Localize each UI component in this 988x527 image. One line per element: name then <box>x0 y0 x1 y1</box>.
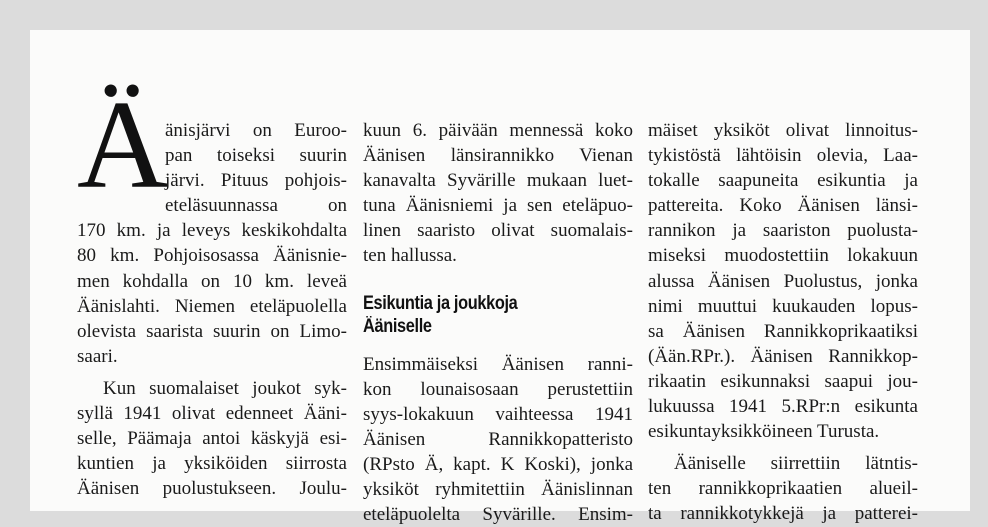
text-line: tokalle saapuneita esikuntia ja <box>648 170 918 192</box>
text-line: ten hallussa. <box>363 245 457 267</box>
text-line: rikaatin esikunnaksi saapui jou- <box>648 370 918 392</box>
text-line: syllä 1941 olivat edenneet Ääni- <box>77 403 347 425</box>
text-line: änisjärvi on Euroo- <box>165 120 347 141</box>
text-line: Kun suomalaiset joukot syk- <box>103 377 347 399</box>
text-column-2 <box>363 118 633 527</box>
paragraph <box>363 118 633 269</box>
text-line: linen saaristo olivat suomalais- <box>363 220 633 242</box>
text-line: esikuntayksikköineen Turusta. <box>648 421 880 443</box>
text-line: mäiset yksiköt olivat linnoitus- <box>648 120 918 141</box>
text-column-3 <box>648 118 918 527</box>
text-line: ten rannikkoprikaatien alueil- <box>648 478 918 500</box>
text-line: kon lounaisosaan perustettiin <box>363 378 633 400</box>
text-line: eteläpuolelta Syvärille. Ensim- <box>363 504 633 526</box>
text-line: eteläsuunnassa on <box>165 195 347 217</box>
text-line: pan toiseksi suurin <box>165 145 347 167</box>
text-line: 170 km. ja leveys keskikohdalta <box>77 220 347 242</box>
text-line: 80 km. Pohjoisosassa Äänisnie- <box>77 245 347 267</box>
paragraph <box>77 376 347 501</box>
section-heading-line: Ääniselle <box>363 315 432 337</box>
text-line: Äänisen puolustukseen. Joulu- <box>77 478 347 500</box>
text-line: alussa Äänisen Puolustus, jonka <box>648 270 918 292</box>
text-line: (Ään.RPr.). Äänisen Rannikkop- <box>648 345 918 367</box>
paragraph <box>648 118 918 444</box>
text-line: tuna Äänisniemi ja sen eteläpuo- <box>363 195 633 217</box>
text-line: (RPsto Ä, kapt. K Koski), jonka <box>363 453 633 475</box>
text-line: kanavalta Syvärille mukaan luet- <box>363 170 633 192</box>
text-line: pattereita. Koko Äänisen länsi- <box>648 195 918 217</box>
paragraph <box>77 218 347 369</box>
text-line: tykistöstä lähtöisin olevia, Laa- <box>648 145 918 167</box>
text-line: miseksi muodostettiin lokakuun <box>648 245 918 267</box>
text-line: ta rannikkotykkejä ja patterei- <box>648 503 918 525</box>
text-line: olevista saarista suurin on Limo- <box>77 320 347 342</box>
text-line: Äänislahti. Niemen eteläpuolella <box>77 295 347 317</box>
text-line: Äänisen Rannikkopatteristo <box>363 428 633 450</box>
text-line: selle, Päämaja antoi käskyjä esi- <box>77 428 347 450</box>
text-line: Ääniselle siirrettiin lätntis- <box>674 453 918 475</box>
text-line: saari. <box>77 345 118 367</box>
text-column-1 <box>77 76 347 501</box>
paragraph <box>648 451 918 526</box>
text-line: kuun 6. päivään mennessä koko <box>363 120 633 141</box>
text-line: Äänisen länsirannikko Vienan <box>363 145 633 167</box>
text-line: nimi muuttui kuukauden lopus- <box>648 295 918 317</box>
section-heading-line: Esikuntia ja joukkoja <box>363 292 518 314</box>
text-line: lukuussa 1941 5.RPr:n esikunta <box>648 396 918 418</box>
section-heading <box>363 292 633 338</box>
text-line: yksiköt ryhmitettiin Äänislinnan <box>363 479 633 501</box>
text-line: kuntien ja yksiköiden siirrosta <box>77 453 347 475</box>
paragraph <box>363 352 633 527</box>
drop-cap: Ä <box>77 76 168 215</box>
text-line: rannikon ja saariston puolusta- <box>648 220 918 242</box>
text-line: syys-lokakuun vaihteessa 1941 <box>363 403 633 425</box>
text-line: men kohdalla on 10 km. leveä <box>77 270 347 292</box>
text-line: järvi. Pituus pohjois- <box>165 170 347 192</box>
text-line: Ensimmäiseksi Äänisen ranni- <box>363 353 633 375</box>
magazine-page <box>30 30 970 526</box>
text-line: sa Äänisen Rannikkoprikaatiksi <box>648 320 918 342</box>
